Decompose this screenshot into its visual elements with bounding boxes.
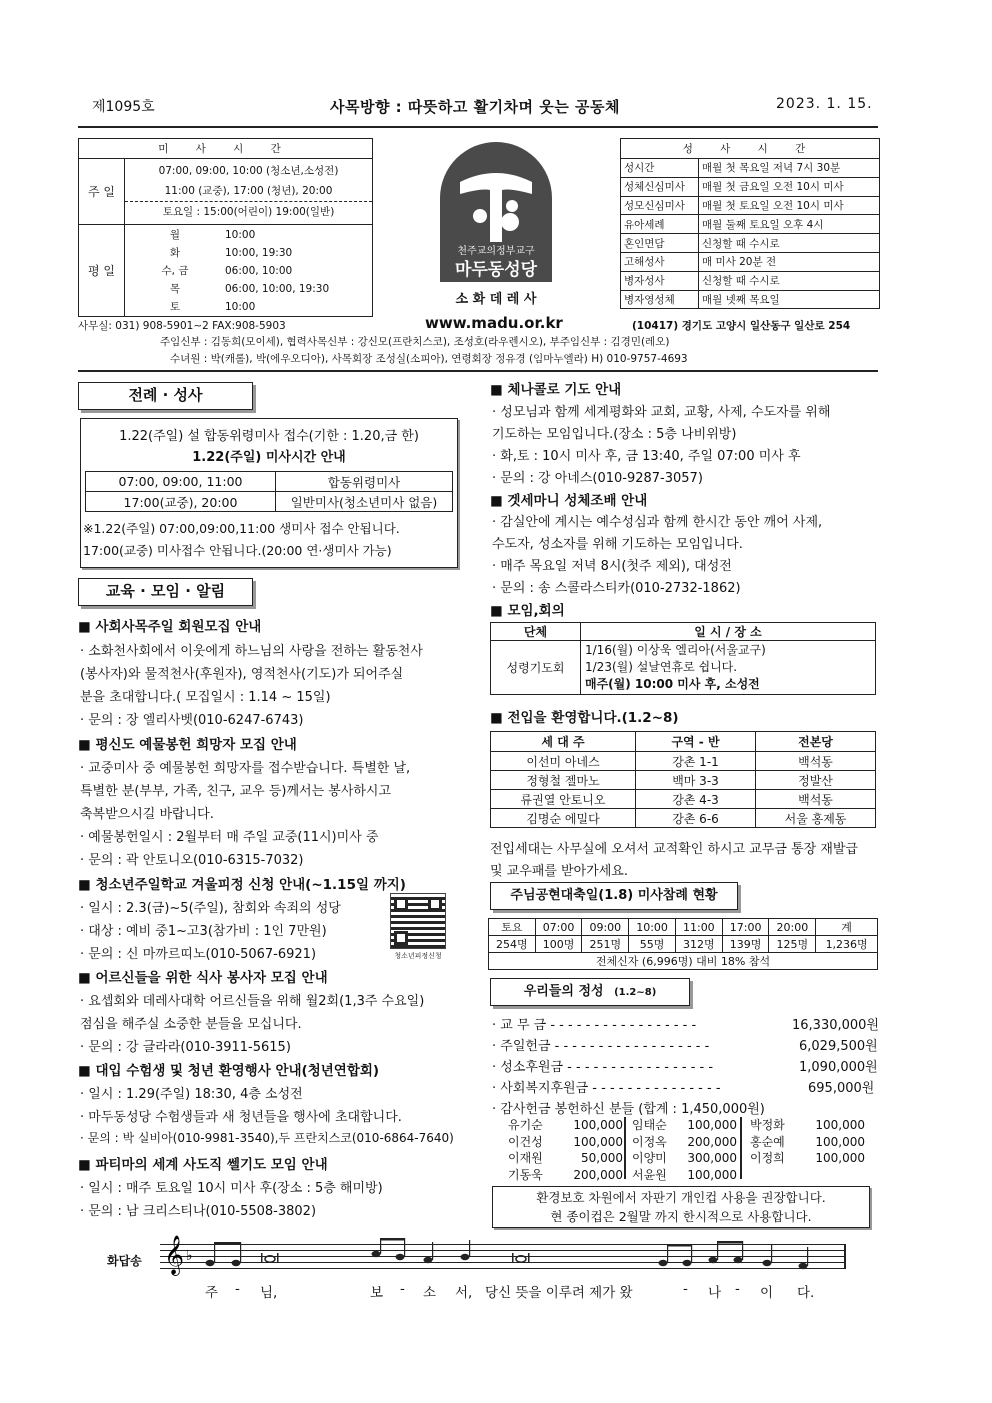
donor-amount: 100,000	[687, 1118, 737, 1132]
weekday-times: 10:00, 19:30	[225, 246, 293, 259]
qr-code-icon[interactable]	[390, 893, 446, 949]
attendance-header: 09:00	[582, 919, 629, 936]
notice-line: · 요셉회와 데레사대학 어르신들을 위해 월2회(1,3주 수요일)	[80, 994, 425, 1009]
weekday-schedule	[125, 225, 373, 317]
psalm-lyrics	[205, 1281, 845, 1301]
attendance-title: 주님공현대축일(1.8) 미사참례 현황	[490, 882, 738, 910]
meeting-group: 성령기도회	[491, 641, 581, 695]
offering-label: · 사회복지후원금 - - - - - - - - - - - - - - -	[492, 1081, 721, 1096]
liturgy-section-title: 전례 · 성사	[78, 382, 253, 410]
attendance-header: 07:00	[535, 919, 582, 936]
sacrament-time: 매월 첫 토요일 오전 10시 미사	[699, 196, 880, 215]
donor-amount: 50,000	[581, 1151, 623, 1165]
welcome-header: 전본당	[756, 732, 876, 752]
welcome-header: 구역 - 반	[636, 732, 756, 752]
pastoral-motto: 사목방향 : 따뜻하고 활기차며 웃는 공동체	[330, 98, 620, 116]
attendance-header: 20:00	[769, 919, 816, 936]
notice-title: ■ 전입을 환영합니다.(1.2~8)	[490, 710, 679, 726]
attendance-header: 계	[816, 919, 878, 936]
qr-caption: 청소년피정신청	[394, 952, 442, 960]
meeting-header: 일 시 / 장 소	[581, 623, 876, 641]
attendance-value: 55명	[629, 936, 676, 953]
mass-time-cell: 07:00, 09:00, 11:00	[86, 472, 276, 492]
notice-line: · 대상 : 예비 중1~고3(참가비 : 1인 7만원)	[80, 924, 327, 939]
lyric-syllable: -	[235, 1281, 240, 1297]
education-section-title: 교육 · 모임 · 알림	[78, 578, 253, 606]
notice-line: · 일시 : 매주 토요일 10시 미사 후(장소 : 5층 해미방)	[80, 1181, 383, 1196]
weekday-times: 06:00, 10:00	[225, 264, 293, 277]
notice-line: 기도하는 모임입니다.(장소 : 5층 나비위방)	[492, 427, 737, 442]
parish-subtitle: 소 화 데 레 사	[455, 292, 537, 307]
offerings-period: (1.2~8)	[614, 987, 657, 998]
welcome-cell: 류권열 안토니오	[491, 790, 636, 809]
donor-amount: 100,000	[815, 1118, 865, 1132]
meeting-line: 매주(월) 10:00 미사 후, 소성전	[585, 677, 760, 691]
weekday-day: 토	[169, 300, 181, 313]
psalm-label: 화답송	[107, 1254, 142, 1268]
sacrament-name: 고해성사	[621, 252, 699, 271]
notice-line: · 예물봉헌일시 : 2월부터 매 주일 교중(11시)미사 중	[80, 830, 379, 845]
attendance-value: 139명	[722, 936, 769, 953]
meeting-header: 단체	[491, 623, 581, 641]
notice-line: · 감실안에 계시는 예수성심과 함께 한시간 동안 깨어 사제,	[492, 515, 823, 530]
attendance-summary: 전체신자 (6,996명) 대비 18% 참석	[489, 953, 878, 970]
meeting-line: 1/16(월) 이상욱 엘리아(서울교구)	[585, 643, 766, 657]
notice-line: (봉사자)와 물적천사(후원자), 영적천사(기도)가 되어주실	[80, 667, 404, 682]
donor-amount: 100,000	[815, 1151, 865, 1165]
mass-times-title: 미 사 시 간	[79, 139, 373, 159]
donor-amount: 200,000	[687, 1134, 737, 1149]
welcome-cell: 정발산	[756, 771, 876, 790]
sacrament-time: 매월 첫 금요일 오전 10시 미사	[699, 177, 880, 196]
attendance-value: 100명	[535, 936, 582, 953]
notice-line: · 매주 목요일 저녁 8시(첫주 제외), 대성전	[492, 559, 732, 574]
welcome-cell: 김명순 에밀다	[491, 809, 636, 828]
notice-line: · 문의 : 박 실비아(010-9981-3540),두 프란치스코(010-6864-7640)	[80, 1131, 454, 1145]
weekday-day: 목	[169, 282, 181, 295]
lyric-syllable: 소	[423, 1285, 437, 1301]
clergy-list: 주임신부 : 김동희(모이세), 협력사목신부 : 강신모(프란치스코), 조성호(라우렌시오), 부주임신부 : 김경민(레오)	[160, 336, 670, 348]
sacrament-name: 성시간	[621, 159, 699, 178]
sacrament-time: 매월 첫 목요일 저녁 7시 30분	[699, 159, 880, 178]
notice-title: ■ 대입 수험생 및 청년 환영행사 안내(청년연합회)	[78, 1063, 380, 1079]
liturgy-box	[80, 418, 458, 568]
attendance-table	[488, 918, 878, 970]
attendance-header: 10:00	[629, 919, 676, 936]
notice-line: · 문의 : 강 글라라(010-3911-5615)	[80, 1040, 291, 1055]
attendance-value: 254명	[489, 936, 536, 953]
donor-name: 이정옥	[632, 1134, 667, 1149]
welcome-cell: 백석동	[756, 790, 876, 809]
offering-amount: 16,330,000원	[792, 1018, 879, 1033]
header-divider	[78, 126, 878, 128]
mass-time-cell: 17:00(교중), 20:00	[86, 492, 276, 512]
attendance-value: 1,236명	[816, 936, 878, 953]
notice-title: ■ 청소년주일학교 겨울피정 신청 안내(~1.15일 까지)	[78, 877, 406, 893]
mass-times-table	[78, 138, 373, 317]
welcome-cell: 강촌 1-1	[636, 752, 756, 771]
donor-divider	[624, 1117, 626, 1179]
website-link[interactable]: www.madu.or.kr	[425, 314, 563, 332]
notice-title: ■ 파티마의 세계 사도직 쎌기도 모임 안내	[78, 1157, 328, 1173]
donor-amount: 100,000	[815, 1134, 865, 1149]
music-notation	[160, 1232, 845, 1280]
staff-list: 수녀원 : 박(캐롤), 박(에우오디아), 사목회장 조성실(소피아), 연령회장 정유경 (임마누엘라) H) 010-9757-4693	[170, 353, 688, 365]
welcome-cell: 백마 3-3	[636, 771, 756, 790]
sunday-row: 11:00 (교중), 17:00 (청년), 20:00	[164, 185, 333, 197]
donor-amount: 100,000	[573, 1118, 623, 1132]
issue-number: 제1095호	[92, 99, 155, 115]
sacrament-time: 매 미사 20분 전	[699, 252, 880, 271]
donor-amount: 100,000	[573, 1134, 623, 1149]
attendance-value: 125명	[769, 936, 816, 953]
notice-line: 축복받으시길 바랍니다.	[80, 807, 214, 822]
attendance-header: 11:00	[675, 919, 722, 936]
sacrament-name: 유아세례	[621, 215, 699, 234]
offering-label: · 교 무 금 - - - - - - - - - - - - - - - - -	[492, 1018, 697, 1033]
mass-time-heading: 1.22(주일) 미사시간 안내	[192, 450, 346, 465]
lyric-syllable: 주	[205, 1285, 219, 1301]
welcome-cell: 이선미 아네스	[491, 752, 636, 771]
eco-notice-box	[492, 1186, 870, 1228]
memorial-mass-notice: 1.22(주일) 설 합동위령미사 접수(기한 : 1.20,금 한)	[119, 429, 419, 444]
weekday-label: 평 일	[79, 225, 125, 317]
parish-address: (10417) 경기도 고양시 일산동구 일산로 254	[632, 320, 851, 332]
notice-title: ■ 사회사목주일 회원모집 안내	[78, 619, 262, 635]
notice-line: · 문의 : 곽 안토니오(010-6315-7032)	[80, 853, 304, 868]
weekday-day: 월	[169, 228, 181, 241]
offering-amount: 1,090,000원	[799, 1060, 878, 1075]
notice-line: · 마두동성당 수험생들과 새 청년들을 행사에 초대합니다.	[80, 1110, 402, 1125]
offering-label: · 주일헌금 - - - - - - - - - - - - - - - - - -	[492, 1039, 710, 1054]
eco-notice: 현 종이컵은 2월말 까지 한시적으로 사용합니다.	[550, 1209, 812, 1224]
notice-line: · 화,토 : 10시 미사 후, 금 13:40, 주일 07:00 미사 후	[492, 449, 801, 464]
lyric-syllable: 다.	[797, 1285, 815, 1301]
donor-amount: 100,000	[687, 1167, 737, 1182]
notice-line: · 교중미사 중 예물봉헌 희망자를 접수받습니다. 특별한 날,	[80, 761, 411, 776]
donor-name: 임태순	[632, 1118, 667, 1132]
sacrament-name: 병자성사	[621, 271, 699, 290]
donor-name: 박정화	[750, 1118, 785, 1132]
notice-title: ■ 어르신들을 위한 식사 봉사자 모집 안내	[78, 970, 328, 986]
welcome-cell: 강촌 6-6	[636, 809, 756, 828]
welcome-header: 세 대 주	[491, 732, 636, 752]
notice-line: · 문의 : 강 아네스(010-9287-3057)	[492, 471, 703, 486]
welcome-cell: 강촌 4-3	[636, 790, 756, 809]
lyric-syllable: 당신 뜻을 이루려 제가 왔	[485, 1285, 633, 1301]
notice-line: · 소화천사회에서 이웃에게 하느님의 사랑을 전하는 활동천사	[80, 644, 423, 659]
donor-name: 서윤원	[632, 1167, 667, 1182]
lyric-syllable: 이	[760, 1285, 774, 1301]
lyric-syllable: -	[735, 1281, 740, 1297]
sacrament-times-table	[620, 138, 880, 309]
sacrament-time: 매월 둘째 토요일 오후 4시	[699, 215, 880, 234]
notice-line: · 문의 : 남 크리스티나(010-5508-3802)	[80, 1204, 317, 1219]
mass-type-cell: 합동위령미사	[276, 472, 453, 492]
lyric-syllable: -	[400, 1281, 405, 1297]
welcome-cell: 서울 홍제동	[756, 809, 876, 828]
sacrament-name: 혼인면담	[621, 234, 699, 253]
offering-label: · 성소후원금 - - - - - - - - - - - - - - - - -	[492, 1060, 714, 1075]
offerings-title: 우리들의 정성	[523, 984, 604, 999]
sacrament-time: 매월 넷째 목요일	[699, 290, 880, 309]
attendance-value: 312명	[675, 936, 722, 953]
welcome-note: 및 교우패를 받아가세요.	[490, 864, 628, 879]
contact-divider	[78, 370, 878, 372]
eco-notice: 환경보호 차원에서 자판기 개인컵 사용을 권장합니다.	[536, 1190, 826, 1205]
donor-column	[632, 1117, 737, 1183]
donor-name: 기동욱	[508, 1167, 543, 1182]
sacrament-time: 신청할 때 수시로	[699, 234, 880, 253]
church-logo	[440, 142, 552, 282]
issue-date: 2023. 1. 15.	[776, 96, 873, 112]
liturgy-note: ※1.22(주일) 07:00,09:00,11:00 생미사 접수 안됩니다.	[83, 521, 400, 536]
lyric-syllable: 님,	[260, 1285, 278, 1301]
sacrament-name: 성체신심미사	[621, 177, 699, 196]
office-phone: 사무실: 031) 908-5901∼2 FAX:908-5903	[78, 320, 286, 332]
treble-clef-icon: 𝄞	[164, 1235, 185, 1275]
welcome-table	[490, 731, 876, 828]
offering-amount: 6,029,500원	[799, 1039, 878, 1054]
notice-line: · 일시 : 2.3(금)~5(주일), 참회와 속죄의 성당	[80, 901, 341, 916]
notice-line: 수도자, 성소자를 위해 기도하는 모임입니다.	[492, 537, 743, 552]
offerings-title-box	[490, 978, 690, 1006]
sacrament-name: 병자영성체	[621, 290, 699, 309]
notice-line: · 문의 : 장 엘리사벳(010-6247-6743)	[80, 713, 304, 728]
sacrament-name: 성모신심미사	[621, 196, 699, 215]
weekday-times: 06:00, 10:00, 19:30	[225, 282, 330, 295]
weekday-times: 10:00	[225, 300, 256, 313]
donor-name: 홍순예	[750, 1134, 785, 1149]
notice-title: ■ 모임,회의	[490, 603, 565, 619]
donor-name: 유기순	[508, 1118, 543, 1132]
thanks-offering: · 감사헌금 봉헌하신 분들 (합계 : 1,450,000원)	[492, 1102, 765, 1117]
donor-amount: 200,000	[573, 1167, 623, 1182]
lyric-syllable: 보	[370, 1285, 384, 1301]
donor-amount: 300,000	[687, 1151, 737, 1165]
notice-line: · 문의 : 신 마까르띠노(010-5067-6921)	[80, 947, 317, 962]
weekday-day: 화	[169, 246, 181, 259]
donor-name: 이재원	[508, 1151, 543, 1165]
notice-line: 특별한 분(부부, 가족, 친구, 교우 등)께서는 봉사하시고	[80, 784, 392, 799]
sacrament-times-title: 성 사 시 간	[621, 139, 880, 159]
notice-line: 분을 초대합니다.( 모집일시 : 1.14 ~ 15일)	[80, 690, 331, 705]
welcome-cell: 정형철 젤마노	[491, 771, 636, 790]
sunday-row: 07:00, 09:00, 10:00 (청소년,소성전)	[158, 165, 339, 177]
offering-amount: 695,000원	[808, 1081, 875, 1096]
donor-name: 이정희	[750, 1151, 785, 1165]
notice-line: · 문의 : 송 스콜라스티카(010-2732-1862)	[492, 581, 741, 596]
lyric-syllable: -	[683, 1281, 688, 1297]
mass-type-cell: 일반미사(청소년미사 없음)	[276, 492, 453, 512]
flat-icon: ♭	[186, 1248, 193, 1264]
attendance-header: 17:00	[722, 919, 769, 936]
notice-title: ■ 평신도 예물봉헌 희망자 모집 안내	[78, 737, 297, 753]
notice-line: · 성모님과 함께 세계평화와 교회, 교황, 사제, 수도자를 위해	[492, 405, 831, 420]
attendance-value: 251명	[582, 936, 629, 953]
attendance-header: 토요	[489, 919, 536, 936]
sunday-label: 주 일	[79, 159, 125, 225]
donor-column	[508, 1117, 623, 1183]
liturgy-note: 17:00(교중) 미사접수 안됩니다.(20:00 연·생미사 가능)	[83, 543, 392, 558]
notice-line: 점심을 해주실 소중한 분들을 모십니다.	[80, 1017, 302, 1032]
lyric-syllable: 서,	[455, 1285, 473, 1301]
lyric-syllable: 나	[708, 1285, 722, 1301]
notice-title: ■ 겟세마니 성체조배 안내	[490, 493, 648, 509]
note-group	[206, 1238, 809, 1269]
notice-title: ■ 체나콜로 기도 안내	[490, 382, 622, 398]
meeting-line: 1/23(월) 설날연휴로 쉽니다.	[585, 660, 738, 674]
diocese-name: 천주교의정부교구	[457, 246, 535, 257]
donor-column	[750, 1117, 865, 1167]
notice-line: · 일시 : 1.29(주일) 18:30, 4층 소성전	[80, 1087, 303, 1102]
seollal-mass-table	[85, 471, 453, 512]
meeting-table	[490, 622, 876, 695]
welcome-cell: 백석동	[756, 752, 876, 771]
weekday-times: 10:00	[225, 228, 256, 241]
donor-name: 이양미	[632, 1151, 667, 1165]
parish-name: 마두동성당	[454, 260, 538, 280]
welcome-note: 전입세대는 사무실에 오셔서 교적확인 하시고 교무금 통장 재발급	[490, 842, 858, 857]
saturday-row: 토요일 : 15:00(어린이) 19:00(일반)	[125, 201, 372, 222]
donor-divider	[740, 1117, 742, 1179]
weekday-day: 수, 금	[161, 264, 189, 277]
sacrament-time: 신청할 때 수시로	[699, 271, 880, 290]
donor-name: 이건성	[508, 1134, 543, 1149]
